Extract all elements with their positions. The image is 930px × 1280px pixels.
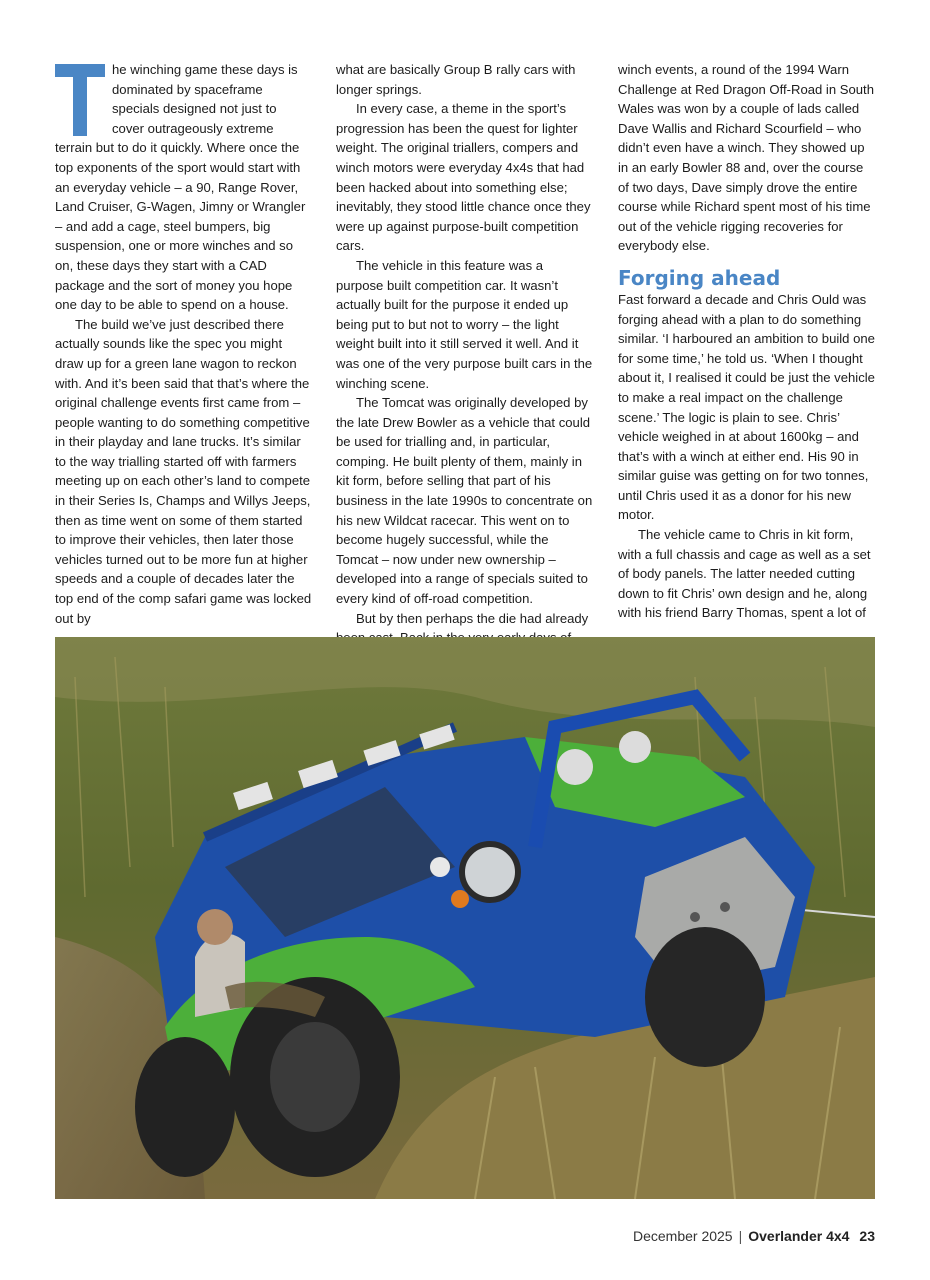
article-paragraph: In every case, a theme in the sport’s progression has been the quest for lighter weight. The original triallers, compers and winch motors were everyday 4x4s that had been hacked about into something else; inevitably, they stood little chance once they were up against purpose-built competition cars. — [336, 101, 591, 254]
issue-date: December 2025 — [632, 1228, 733, 1244]
article-column-1 — [55, 60, 312, 628]
drop-cap — [55, 64, 105, 136]
article-column-3 — [618, 60, 875, 623]
article-paragraph: winch events, a round of the 1994 Warn Challenge at Red Dragon Off-Road in South Wales was won by a couple of lads called Dave Wallis and Richard Scourfield – who didn’t even have a winch. They showed up in an early Bowler 88 and, over the course of two days, Dave simply drove the entire course while Richard spent most of his time out of the vehicle rigging recoveries for everybody else. — [618, 62, 874, 254]
article-column-2 — [336, 60, 593, 648]
article-paragraph: The Tomcat was originally developed by the late Drew Bowler as a vehicle that could be used for trialling and, in particular, comping. He built plenty of them, mainly in kit form, before selling that part of his business in the late 1990s to concentrate on his new Wildcat racecar. This went on to become hugely successful, while the Tomcat – now under new ownership – developed into a range of specials suited to every kind of off-road competition. — [336, 395, 593, 607]
article-paragraph: But by then perhaps the die had already — [356, 610, 589, 626]
section-subheading: Forging ahead — [618, 265, 781, 290]
article-paragraph — [55, 60, 312, 315]
feature-photo — [55, 637, 875, 1199]
article-paragraph: what are basically Group B rally cars with longer springs. — [336, 62, 576, 97]
article-paragraph: Fast forward a decade and Chris Ould was forging ahead with a plan to do something similar. ‘I harboured an ambition to build one for some time,’ he told us. ‘When I thought about it, I realised it could be just the vehicle to make a real impact on the challenge scene.’ The logic is plain to see. Chris’ vehicle weighed in at about 1600kg – and that’s with a winch at either end. His 90 in similar guise was getting on for two tonnes, until Chris used it as a donor for his new motor. — [618, 291, 875, 523]
article-paragraph: The build we’ve just described there actually sounds like the spec you might draw up for a green lane wagon to reckon with. And it’s been said that that’s where the original challenge events first came from – people wanting to do something competitive in their playday and lane trucks. It’s similar to the way trialling started off with farmers meeting up on each other’s land to compete in their Series Is, Champs and Willys Jeeps, then as time went on some of them started to improve their vehicles, then later those vehicles turned out to be more fun at higher speeds and a couple of decades later the top end of the comp safari game was locked out by — [55, 316, 312, 626]
page-footer — [633, 1228, 875, 1244]
drop-cap-paragraph-text: he winching game these days is dominated by spaceframe specials designed not just to cover outrageously extreme terrain but to do it quickly. Where once the top exponents of the sport would start with an everyday vehicle – a 90, Range Rover, Land Cruiser, G-Wagen, Jimny or Wrangler – and add a cage, steel bumpers, big suspension, one or more winches and so on, these days they start with a CAD package and the sort of money you hope one day to be able to spend on a house. — [55, 62, 306, 313]
article-paragraph: The vehicle came to Chris in kit form, with a full chassis and cage as well as a set of body panels. The latter needed cutting down to fit Chris’ own design and he, along with his friend Barry Thomas, spent a lot of — [618, 527, 871, 621]
magazine-title: Overlander 4x4 — [748, 1228, 850, 1244]
footer-separator: | — [738, 1228, 743, 1244]
article-paragraph: The vehicle in this feature was a purpose built competition car. It wasn’t actually built for the purpose it ended up being put to but not to worry – the light weight built into it still served it well. And it was one of the very purpose built cars in the winching scene. — [336, 257, 593, 391]
page-number: 23 — [859, 1228, 875, 1244]
